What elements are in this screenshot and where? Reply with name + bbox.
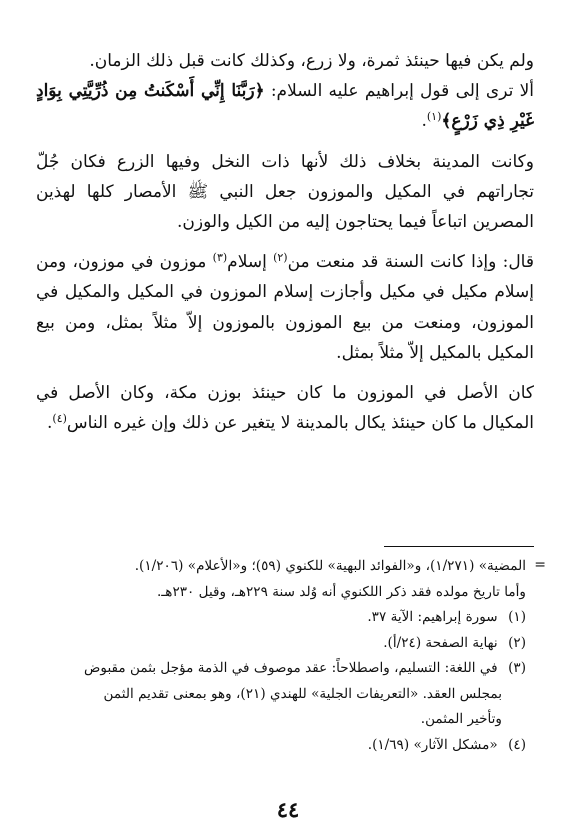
quran-verse: ﴿رَبَّنَا إِنِّي أَسْكَنتُ مِن ذُرِّيَّتِي بِوَادٍ غَيْرِ ذِي زَرْعٍ﴾ (36, 81, 534, 132)
footnote-number: (٣) (508, 660, 526, 676)
page-number: ٤٤ (276, 797, 300, 822)
footnotes-section (36, 554, 526, 758)
paragraph-4-part-a: قال: وإذا كانت السنة قد منعت من (287, 252, 534, 273)
paragraph-2-intro: ألا ترى إلى قول إبراهيم عليه السلام: (270, 81, 534, 102)
paragraph-4 (36, 247, 534, 368)
paragraph-5-part-a: كان الأصل في الموزون ما كان حينئذ بوزن مكة، وكان الأصل في المكيال ما كان حينئذ يكال بالمدينة لا يتغير عن ذلك وإن غيره الناس (36, 383, 534, 434)
paragraph-4-part-b: إسلام (227, 252, 274, 273)
footnote-continued-line-2: وأما تاريخ مولده فقد ذكر اللكنوي أنه وُلد سنة ٢٢٩هـ، وقيل ٢٣٠هـ. (156, 583, 526, 600)
paragraph-2-end: . (421, 111, 427, 132)
footnote-text: «مشكل الآثار» (١/٦٩). (367, 736, 498, 753)
continuation-mark: = (534, 557, 546, 573)
footnote-text: نهاية الصفحة (٢٤/أ). (383, 634, 498, 651)
paragraph-5 (36, 378, 534, 438)
footnote-1 (36, 605, 526, 631)
main-text (36, 46, 534, 438)
footnote-4 (36, 733, 526, 759)
footnote-3 (36, 656, 526, 682)
footnote-continued-line-1: المضية» (١/٢٧١)، و«الفوائد البهية» للكنوي (٥٩)؛ و«الأعلام» (١/٢٠٦). (134, 558, 526, 574)
footnote-number: (٢) (508, 634, 526, 651)
footnote-number: (١) (508, 609, 526, 625)
footnote-ref-2[interactable]: (٢) (273, 251, 288, 265)
paragraph-5-end: . (47, 413, 53, 434)
paragraph-3: وكانت المدينة بخلاف ذلك لأنها ذات النخل وفيها الزرع فكان جُلّ تجاراتهم في المكيل والموزون جعل النبي ﷺ الأمصار كلها لهذين المصرين اتباعاً فيما يحتاجون إليه من الكيل والوزن. (36, 151, 534, 233)
paragraph-2 (36, 76, 534, 136)
footnote-separator (384, 546, 534, 547)
footnote-text: سورة إبراهيم: الآية ٣٧. (367, 609, 498, 625)
paragraph-4-part-c: موزون في موزون، ومن إسلام مكيل في مكيل وأجازت إسلام الموزون في المكيل والمكيل في الموزون، ومنعت من بيع الموزون بالموزون إلاّ مثلاً بمثل، ومن بيع المكيل بالمكيل إلاّ مثلاً بمثل. (36, 252, 534, 363)
footnote-text: في اللغة: التسليم، واصطلاحاً: عقد موصوف في الذمة مؤجل بثمن مقبوض (83, 660, 498, 676)
paragraph-1: ولم يكن فيها حينئذ ثمرة، ولا زرع، وكذلك كانت قبل ذلك الزمان. (89, 51, 534, 71)
footnote-2 (36, 631, 526, 657)
footnote-3-line-3: وتأخير المثمن. (420, 711, 502, 727)
footnote-ref-1[interactable]: (١) (426, 110, 442, 124)
footnote-3-line-2: بمجلس العقد. «التعريفات الجلية» للهندي (٢١)، وهو بمعنى تقديم الثمن (103, 685, 502, 702)
footnote-ref-3[interactable]: (٣) (212, 251, 228, 265)
footnote-ref-4[interactable]: (٤) (52, 412, 67, 426)
footnote-number: (٤) (508, 736, 526, 753)
